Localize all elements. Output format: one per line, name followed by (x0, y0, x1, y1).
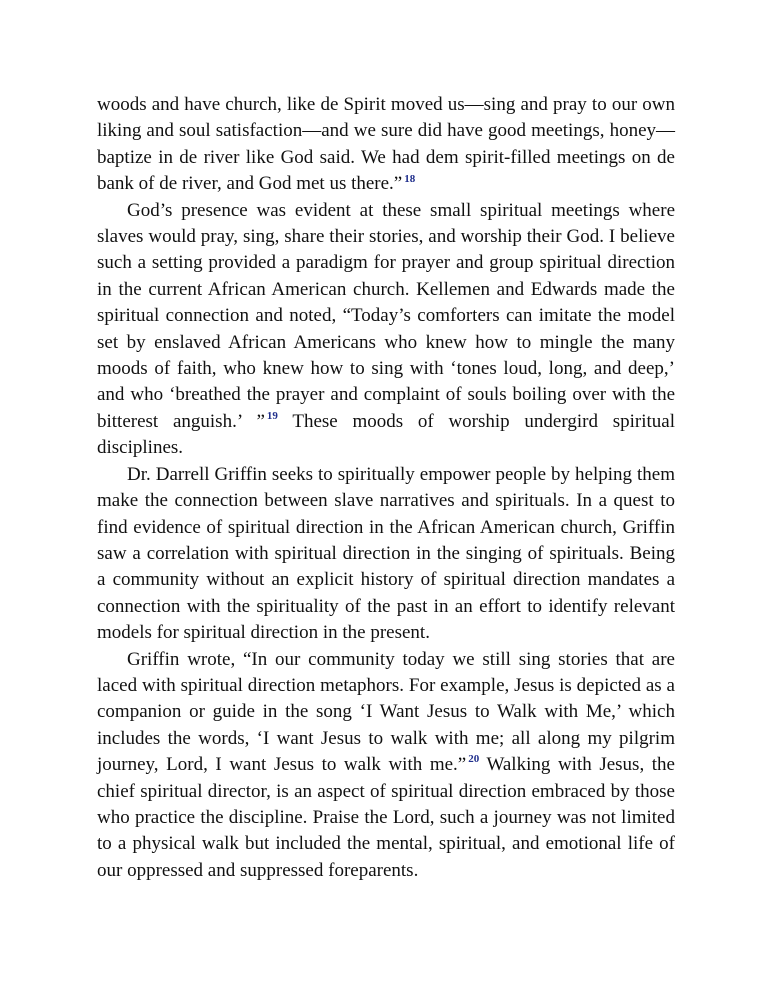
paragraph-text: Dr. Darrell Griffin seeks to spiritually empower people by helping them make the connection between slave narratives and spirituals. In a quest to find evidence of spiritual direction in the African American church, Griffin saw a correlation with spiritual direction in the singing of spirituals. Being a community without an explicit history of spiritual direction mandates a connection with the spirituality of the past in an effort to identify relevant models for spiritual direction in the present. (97, 463, 675, 644)
paragraph (97, 92, 675, 198)
paragraph (97, 462, 675, 647)
footnote-marker[interactable]: 20 (468, 753, 480, 766)
paragraph (97, 198, 675, 462)
paragraph (97, 647, 675, 885)
paragraph-text: woods and have church, like de Spirit moved us—sing and pray to our own liking and soul satisfaction—and we sure did have good meetings, honey—baptize in de river like God said. We had dem spirit-filled meetings on de bank of de river, and God met us there.” (97, 94, 675, 195)
paragraph-text: God’s presence was evident at these small spiritual meetings where slaves would pray, sing, share their stories, and worship their God. I believe such a setting provided a paradigm for prayer and group spiritual direction in the current African American church. Kellemen and Edwards made the spiritual connection and noted, “Today’s comforters can imitate the model set by enslaved African Americans who knew how to mingle the many moods of faith, who knew how to sing with ‘tones loud, long, and deep,’ and who ‘breathed the prayer and complaint of souls boiling over with the bitterest anguish.’ ” (97, 199, 675, 432)
paragraph-text: Griffin wrote, “In our community today we still sing stories that are laced with spiritual direction metaphors. For example, Jesus is depicted as a companion or guide in the song ‘I Want Jesus to Walk with Me,’ which includes the words, ‘I want Jesus to walk with me; all along my pilgrim journey, Lord, I want Jesus to walk with me.” (97, 648, 675, 776)
footnote-marker[interactable]: 19 (266, 410, 278, 423)
paragraph-text: These moods of worship undergird spiritual disciplines. (97, 410, 675, 459)
page-body (97, 92, 675, 884)
footnote-marker[interactable]: 18 (404, 172, 416, 185)
paragraph-text: Walking with Jesus, the chief spiritual director, is an aspect of spiritual direction embraced by those who practice the discipline. Praise the Lord, such a journey was not limited to a physical walk but included the mental, spiritual, and emotional life of our oppressed and suppressed foreparents. (97, 754, 675, 881)
